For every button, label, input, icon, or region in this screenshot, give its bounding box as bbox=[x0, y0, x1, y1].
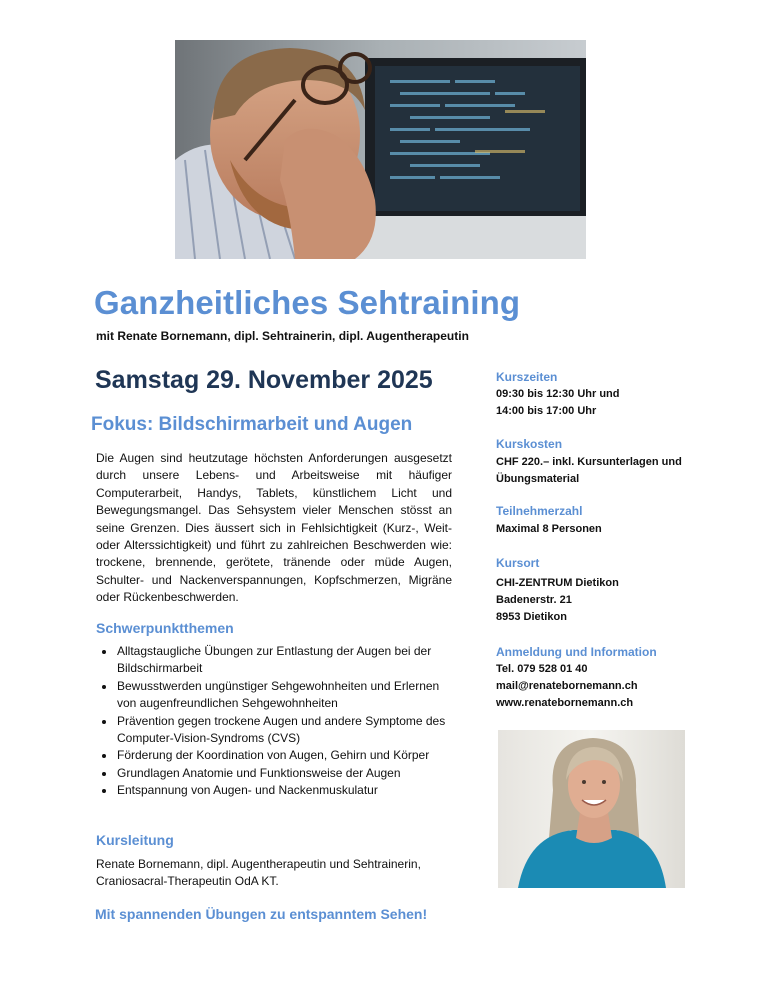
costs-heading: Kurskosten bbox=[496, 437, 563, 451]
closing-slogan: Mit spannenden Übungen zu entspanntem Sehen! bbox=[95, 906, 428, 922]
contact-text bbox=[496, 661, 696, 712]
list-item: Förderung der Koordination von Augen, Gehirn und Körper bbox=[100, 747, 450, 764]
page-subtitle: mit Renate Bornemann, dipl. Sehtrainerin, dipl. Augentherapeutin bbox=[96, 329, 469, 343]
photo-woman-portrait-icon bbox=[498, 730, 685, 888]
times-heading: Kurszeiten bbox=[496, 370, 558, 384]
list-item: Prävention gegen trockene Augen und andere Symptome des Computer-Vision-Syndroms (CVS) bbox=[100, 713, 450, 748]
list-item: Entspannung von Augen- und Nackenmuskulatur bbox=[100, 782, 450, 799]
contact-phone[interactable]: Tel. 079 528 01 40 bbox=[496, 663, 588, 675]
intro-paragraph: Die Augen sind heutzutage höchsten Anforderungen ausgesetzt durch unsere Lebens- und Arbeitsweise mit häufiger Computerarbeit, Handys, Tablets, künstlichem Licht und Bewegungsmangel. Das Sehsystem vieler Menschen stösst an seine Grenzen. Dies äussert sich in Fehlsichtigkeit (Kurz-, Weit- oder Alterssichtigkeit) und führt zu zahlreichen Beschwerden wie: trockene, brennende, gerötete, tränende oder müde Augen, Schulter- und Nackenverspannungen, Kopfschmerzen, Migräne oder Rückenbeschwerden. bbox=[96, 451, 452, 605]
course-date: Samstag 29. November 2025 bbox=[95, 366, 433, 394]
contact-website-link[interactable]: www.renatebornemann.ch bbox=[496, 697, 634, 709]
contact-email-link[interactable]: mail@renatebornemann.ch bbox=[496, 680, 638, 692]
participants-line-1: Maximal 8 Personen bbox=[496, 523, 602, 535]
focus-heading: Fokus: Bildschirmarbeit und Augen bbox=[91, 414, 413, 435]
contact-heading: Anmeldung und Information bbox=[496, 645, 657, 659]
times-text bbox=[496, 386, 696, 420]
list-item: Bewusstwerden ungünstiger Sehgewohnheiten und Erlernen von augenfreundlichen Sehgewohnheiten bbox=[100, 678, 450, 713]
lead-text bbox=[96, 856, 456, 891]
location-line-2: Badenerstr. 21 bbox=[496, 594, 572, 606]
participants-text bbox=[496, 521, 696, 538]
photo-man-screen-icon bbox=[175, 40, 586, 259]
lead-line-2: Craniosacral-Therapeutin OdA KT. bbox=[96, 874, 279, 889]
location-line-3: 8953 Dietikon bbox=[496, 611, 567, 623]
list-item: Grundlagen Anatomie und Funktionsweise der Augen bbox=[100, 765, 450, 782]
list-item: Alltagstaugliche Übungen zur Entlastung der Augen bei der Bildschirmarbeit bbox=[100, 643, 450, 678]
lead-heading: Kursleitung bbox=[96, 832, 174, 848]
lead-line-1: Renate Bornemann, dipl. Augentherapeutin und Sehtrainerin, bbox=[96, 857, 421, 871]
page-title: Ganzheitliches Sehtraining bbox=[94, 284, 521, 321]
portrait-photo bbox=[498, 730, 685, 888]
topics-heading: Schwerpunktthemen bbox=[96, 620, 234, 636]
location-line-1: CHI-ZENTRUM Dietikon bbox=[496, 577, 619, 589]
costs-line-2: Übungsmaterial bbox=[496, 473, 580, 485]
times-line-1: 09:30 bis 12:30 Uhr und bbox=[496, 388, 620, 400]
times-line-2: 14:00 bis 17:00 Uhr bbox=[496, 405, 597, 417]
location-heading: Kursort bbox=[496, 556, 540, 570]
hero-photo bbox=[175, 40, 586, 259]
costs-text bbox=[496, 454, 696, 488]
location-text bbox=[496, 575, 696, 626]
costs-line-1: CHF 220.– inkl. Kursunterlagen und bbox=[496, 456, 682, 468]
participants-heading: Teilnehmerzahl bbox=[496, 504, 583, 518]
topics-list bbox=[100, 643, 450, 800]
